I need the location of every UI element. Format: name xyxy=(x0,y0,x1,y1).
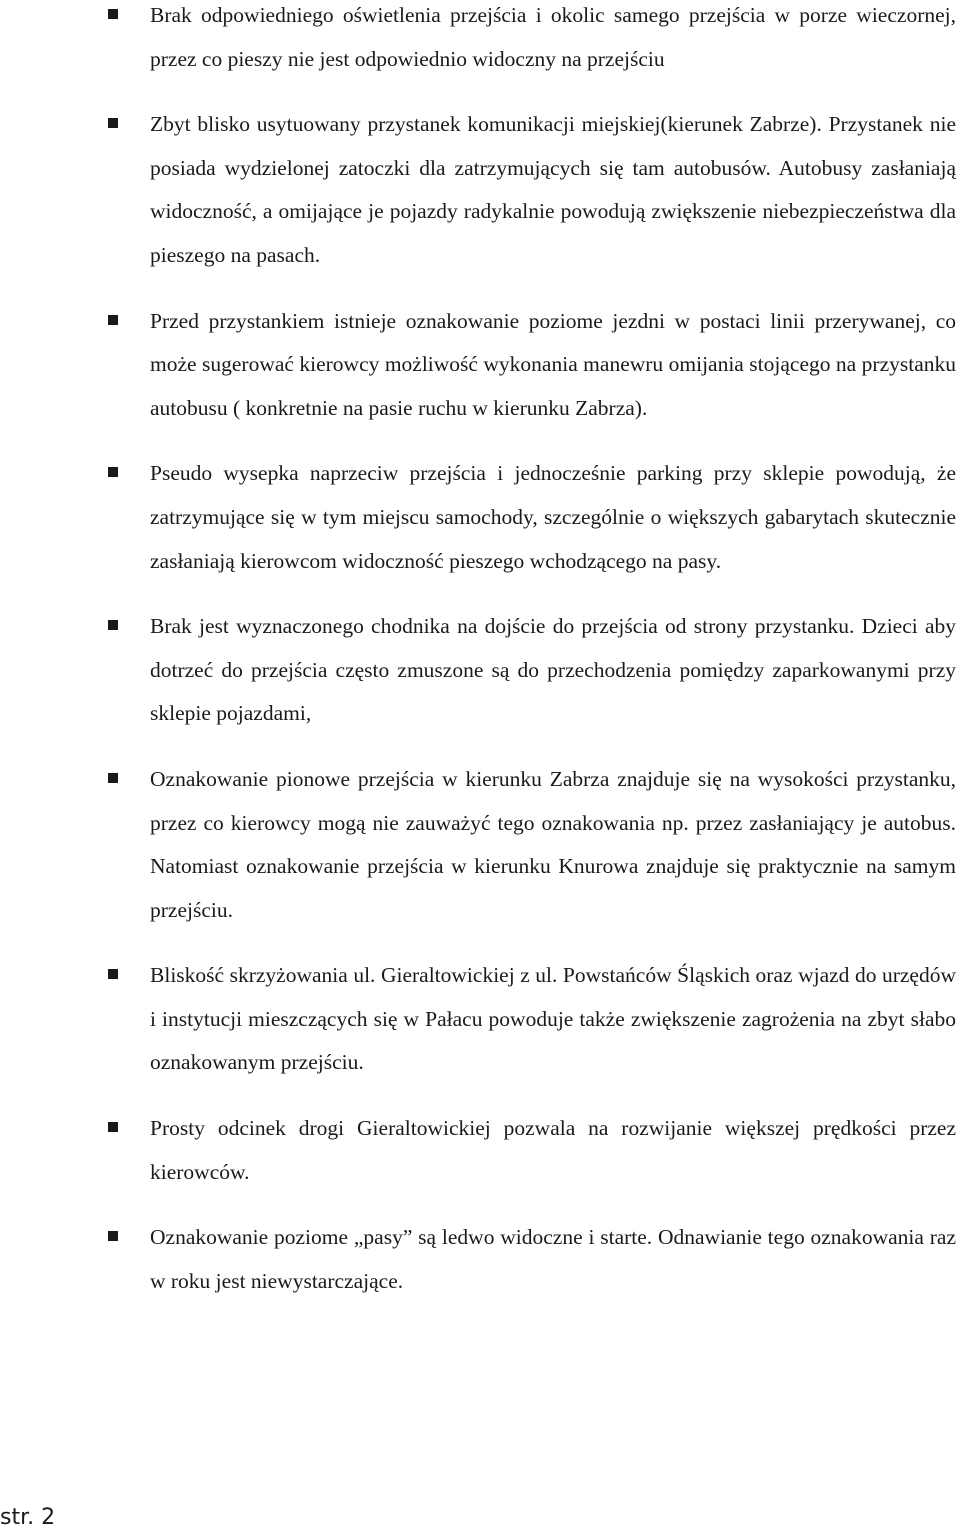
list-item xyxy=(106,605,956,736)
square-bullet-icon xyxy=(108,9,118,19)
list-item xyxy=(106,1216,956,1303)
list-item xyxy=(106,0,956,81)
square-bullet-icon xyxy=(108,315,118,325)
square-bullet-icon xyxy=(108,1231,118,1241)
list-item xyxy=(106,103,956,277)
square-bullet-icon xyxy=(108,620,118,630)
list-item xyxy=(106,758,956,932)
list-item-text: Brak jest wyznaczonego chodnika na dojście do przejścia od strony przystanku. Dzieci aby dotrzeć do przejścia często zmuszone są do przechodzenia pomiędzy zaparkowanymi przy sklepie pojazdami, xyxy=(150,614,956,726)
list-item xyxy=(106,954,956,1085)
list-item-text: Prosty odcinek drogi Gieraltowickiej pozwala na rozwijanie większej prędkości przez kierowców. xyxy=(150,1116,956,1184)
list-item-text: Oznakowanie poziome „pasy” są ledwo widoczne i starte. Odnawianie tego oznakowania raz w roku jest niewystarczające. xyxy=(150,1225,956,1293)
bullet-list xyxy=(106,0,956,1325)
list-item-text: Przed przystankiem istnieje oznakowanie poziome jezdni w postaci linii przerywanej, co może sugerować kierowcy możliwość wykonania manewru omijania stojącego na przystanku autobusu ( konkretnie na pasie ruchu w kierunku Zabrza). xyxy=(150,308,956,420)
page-number: str. 2 xyxy=(0,1505,56,1530)
list-item-text: Oznakowanie pionowe przejścia w kierunku Zabrza znajduje się na wysokości przystanku, przez co kierowcy mogą nie zauważyć tego oznakowania np. przez zasłaniający je autobus. Natomiast oznakowanie przejścia w kierunku Knurowa znajduje się praktycznie na samym przejściu. xyxy=(150,766,956,922)
list-item-text: Pseudo wysepka naprzeciw przejścia i jednocześnie parking przy sklepie powodują, że zatrzymujące się w tym miejscu samochody, szczególnie o większych gabarytach skutecznie zasłaniają kierowcom widoczność pieszego wchodzącego na pasy. xyxy=(150,461,956,573)
square-bullet-icon xyxy=(108,969,118,979)
square-bullet-icon xyxy=(108,118,118,128)
list-item-text: Bliskość skrzyżowania ul. Gieraltowickiej z ul. Powstańców Śląskich oraz wjazd do urzędów i instytucji mieszczących się w Pałacu powoduje także zwiększenie zagrożenia na zbyt słabo oznakowanym przejściu. xyxy=(150,963,956,1075)
list-item-text: Zbyt blisko usytuowany przystanek komunikacji miejskiej(kierunek Zabrze). Przystanek nie posiada wydzielonej zatoczki dla zatrzymujących się tam autobusów. Autobusy zasłaniają widoczność, a omijające je pojazdy radykalnie powodują zwiększenie niebezpieczeństwa dla pieszego na pasach. xyxy=(150,112,956,267)
list-item-text: Brak odpowiedniego oświetlenia przejścia i okolic samego przejścia w porze wieczornej, przez co pieszy nie jest odpowiednio widoczny na przejściu xyxy=(150,3,956,71)
list-item xyxy=(106,452,956,583)
square-bullet-icon xyxy=(108,467,118,477)
square-bullet-icon xyxy=(108,1122,118,1132)
square-bullet-icon xyxy=(108,773,118,783)
list-item xyxy=(106,300,956,431)
list-item xyxy=(106,1107,956,1194)
